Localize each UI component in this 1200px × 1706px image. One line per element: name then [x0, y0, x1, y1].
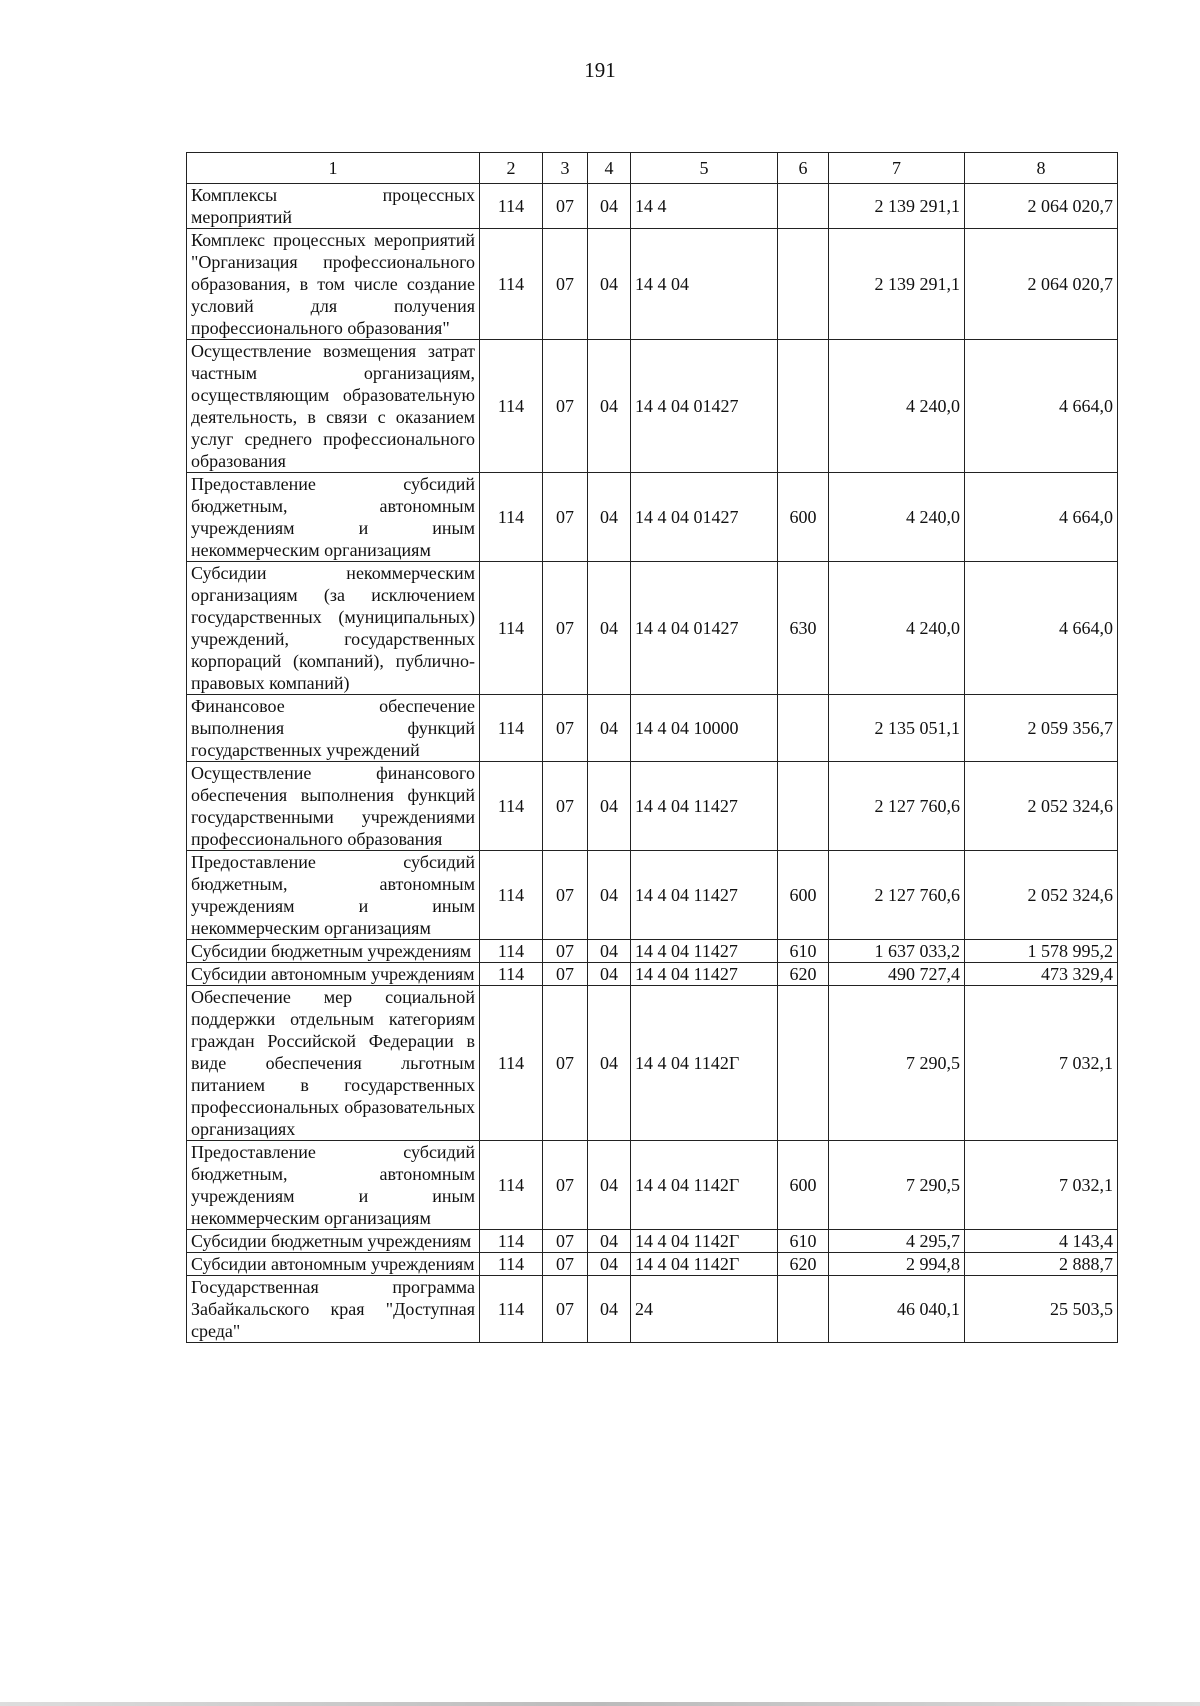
row-admin-code-cell: 114 — [480, 473, 543, 562]
table-row — [187, 940, 1118, 963]
row-expense-type-cell — [778, 762, 829, 851]
row-name-cell: Субсидии автономным учреждениям — [187, 1253, 480, 1276]
row-target-article-cell: 14 4 04 — [631, 229, 778, 340]
row-amount-col7-cell: 46 040,1 — [829, 1276, 965, 1343]
row-name-cell: Финансовое обеспечение выполнения функций государственных учреждений — [187, 695, 480, 762]
header-col-2: 2 — [480, 153, 543, 184]
row-section-cell: 07 — [543, 562, 588, 695]
row-section-cell: 07 — [543, 340, 588, 473]
row-admin-code-cell: 114 — [480, 1276, 543, 1343]
budget-table — [186, 152, 1118, 1343]
table-row — [187, 1253, 1118, 1276]
row-name-cell: Предоставление субсидий бюджетным, автономным учреждениям и иным некоммерческим организациям — [187, 1141, 480, 1230]
row-admin-code-cell: 114 — [480, 963, 543, 986]
row-section-cell: 07 — [543, 851, 588, 940]
row-amount-col7-cell: 4 240,0 — [829, 340, 965, 473]
row-target-article-cell: 14 4 04 11427 — [631, 762, 778, 851]
row-admin-code-cell: 114 — [480, 851, 543, 940]
row-admin-code-cell: 114 — [480, 184, 543, 229]
row-name-cell: Государственная программа Забайкальского края "Доступная среда" — [187, 1276, 480, 1343]
row-amount-col8-cell: 4 664,0 — [965, 562, 1118, 695]
table-row — [187, 986, 1118, 1141]
row-amount-col8-cell: 7 032,1 — [965, 1141, 1118, 1230]
header-col-5: 5 — [631, 153, 778, 184]
row-section-cell: 07 — [543, 762, 588, 851]
row-amount-col7-cell: 1 637 033,2 — [829, 940, 965, 963]
scan-edge — [0, 1702, 1200, 1706]
row-amount-col8-cell: 2 064 020,7 — [965, 184, 1118, 229]
table-row — [187, 184, 1118, 229]
row-amount-col8-cell: 2 059 356,7 — [965, 695, 1118, 762]
row-target-article-cell: 14 4 04 11427 — [631, 963, 778, 986]
row-amount-col8-cell: 4 664,0 — [965, 473, 1118, 562]
table-body — [187, 184, 1118, 1343]
row-name-cell: Субсидии бюджетным учреждениям — [187, 1230, 480, 1253]
header-col-4: 4 — [588, 153, 631, 184]
row-name-cell: Субсидии бюджетным учреждениям — [187, 940, 480, 963]
header-col-8: 8 — [965, 153, 1118, 184]
row-section-cell: 07 — [543, 695, 588, 762]
row-target-article-cell: 14 4 04 01427 — [631, 340, 778, 473]
row-subsection-cell: 04 — [588, 762, 631, 851]
table-row — [187, 340, 1118, 473]
row-subsection-cell: 04 — [588, 940, 631, 963]
header-col-6: 6 — [778, 153, 829, 184]
row-section-cell: 07 — [543, 1276, 588, 1343]
row-amount-col7-cell: 2 139 291,1 — [829, 229, 965, 340]
table-row — [187, 851, 1118, 940]
row-amount-col7-cell: 4 240,0 — [829, 562, 965, 695]
row-expense-type-cell — [778, 986, 829, 1141]
row-name-cell: Обеспечение мер социальной поддержки отдельным категориям граждан Российской Федерации в виде обеспечения льготным питанием в государственных профессиональных образовательных организациях — [187, 986, 480, 1141]
row-expense-type-cell — [778, 184, 829, 229]
header-col-7: 7 — [829, 153, 965, 184]
row-section-cell: 07 — [543, 986, 588, 1141]
row-amount-col8-cell: 2 888,7 — [965, 1253, 1118, 1276]
row-section-cell: 07 — [543, 1253, 588, 1276]
row-admin-code-cell: 114 — [480, 229, 543, 340]
row-name-cell: Комплекс процессных мероприятий "Организация профессионального образования, в том числе создание условий для получения профессионального образования" — [187, 229, 480, 340]
table-row — [187, 1276, 1118, 1343]
row-name-cell: Комплексы процессных мероприятий — [187, 184, 480, 229]
row-amount-col8-cell: 473 329,4 — [965, 963, 1118, 986]
page-number: 191 — [584, 58, 616, 82]
row-target-article-cell: 14 4 04 11427 — [631, 940, 778, 963]
row-name-cell: Субсидии некоммерческим организациям (за исключением государственных (муниципальных) учреждений, государственных корпораций (компаний), публично-правовых компаний) — [187, 562, 480, 695]
row-subsection-cell: 04 — [588, 473, 631, 562]
row-expense-type-cell: 600 — [778, 851, 829, 940]
row-amount-col8-cell: 25 503,5 — [965, 1276, 1118, 1343]
row-subsection-cell: 04 — [588, 562, 631, 695]
row-amount-col7-cell: 4 295,7 — [829, 1230, 965, 1253]
row-amount-col7-cell: 2 994,8 — [829, 1253, 965, 1276]
row-subsection-cell: 04 — [588, 1253, 631, 1276]
row-amount-col7-cell: 7 290,5 — [829, 986, 965, 1141]
row-amount-col8-cell: 2 064 020,7 — [965, 229, 1118, 340]
row-expense-type-cell: 630 — [778, 562, 829, 695]
row-name-cell: Субсидии автономным учреждениям — [187, 963, 480, 986]
table-row — [187, 695, 1118, 762]
row-target-article-cell: 14 4 04 1142Г — [631, 1253, 778, 1276]
row-target-article-cell: 14 4 04 1142Г — [631, 1141, 778, 1230]
table-row — [187, 762, 1118, 851]
row-section-cell: 07 — [543, 963, 588, 986]
row-target-article-cell: 14 4 04 1142Г — [631, 986, 778, 1141]
row-admin-code-cell: 114 — [480, 986, 543, 1141]
table-header — [187, 153, 1118, 184]
row-target-article-cell: 14 4 04 01427 — [631, 473, 778, 562]
row-subsection-cell: 04 — [588, 184, 631, 229]
row-admin-code-cell: 114 — [480, 762, 543, 851]
row-name-cell: Осуществление возмещения затрат частным организациям, осуществляющим образовательную деятельность, в связи с оказанием услуг среднего профессионального образования — [187, 340, 480, 473]
table-row — [187, 562, 1118, 695]
row-subsection-cell: 04 — [588, 695, 631, 762]
row-amount-col8-cell: 2 052 324,6 — [965, 851, 1118, 940]
row-name-cell: Осуществление финансового обеспечения выполнения функций государственными учреждениями профессионального образования — [187, 762, 480, 851]
row-amount-col8-cell: 1 578 995,2 — [965, 940, 1118, 963]
row-section-cell: 07 — [543, 473, 588, 562]
row-subsection-cell: 04 — [588, 986, 631, 1141]
row-amount-col7-cell: 4 240,0 — [829, 473, 965, 562]
row-amount-col7-cell: 2 139 291,1 — [829, 184, 965, 229]
row-admin-code-cell: 114 — [480, 940, 543, 963]
row-name-cell: Предоставление субсидий бюджетным, автономным учреждениям и иным некоммерческим организациям — [187, 473, 480, 562]
row-expense-type-cell: 620 — [778, 1253, 829, 1276]
row-subsection-cell: 04 — [588, 963, 631, 986]
row-expense-type-cell — [778, 1276, 829, 1343]
row-amount-col7-cell: 2 127 760,6 — [829, 762, 965, 851]
row-section-cell: 07 — [543, 1141, 588, 1230]
row-expense-type-cell: 620 — [778, 963, 829, 986]
row-admin-code-cell: 114 — [480, 1230, 543, 1253]
row-subsection-cell: 04 — [588, 1230, 631, 1253]
row-admin-code-cell: 114 — [480, 340, 543, 473]
header-col-3: 3 — [543, 153, 588, 184]
row-section-cell: 07 — [543, 940, 588, 963]
row-subsection-cell: 04 — [588, 229, 631, 340]
row-target-article-cell: 24 — [631, 1276, 778, 1343]
row-subsection-cell: 04 — [588, 1141, 631, 1230]
row-expense-type-cell: 610 — [778, 1230, 829, 1253]
table-row — [187, 1141, 1118, 1230]
row-admin-code-cell: 114 — [480, 562, 543, 695]
row-target-article-cell: 14 4 04 1142Г — [631, 1230, 778, 1253]
row-amount-col7-cell: 7 290,5 — [829, 1141, 965, 1230]
row-target-article-cell: 14 4 04 11427 — [631, 851, 778, 940]
table-row — [187, 1230, 1118, 1253]
row-expense-type-cell — [778, 229, 829, 340]
table-row — [187, 229, 1118, 340]
row-expense-type-cell — [778, 695, 829, 762]
table-row — [187, 963, 1118, 986]
row-subsection-cell: 04 — [588, 340, 631, 473]
row-subsection-cell: 04 — [588, 851, 631, 940]
row-amount-col7-cell: 2 127 760,6 — [829, 851, 965, 940]
row-target-article-cell: 14 4 — [631, 184, 778, 229]
row-amount-col8-cell: 4 664,0 — [965, 340, 1118, 473]
row-section-cell: 07 — [543, 1230, 588, 1253]
row-admin-code-cell: 114 — [480, 1141, 543, 1230]
row-admin-code-cell: 114 — [480, 695, 543, 762]
row-amount-col8-cell: 7 032,1 — [965, 986, 1118, 1141]
row-expense-type-cell: 610 — [778, 940, 829, 963]
row-section-cell: 07 — [543, 184, 588, 229]
row-amount-col8-cell: 2 052 324,6 — [965, 762, 1118, 851]
row-target-article-cell: 14 4 04 01427 — [631, 562, 778, 695]
row-target-article-cell: 14 4 04 10000 — [631, 695, 778, 762]
header-row — [187, 153, 1118, 184]
row-amount-col8-cell: 4 143,4 — [965, 1230, 1118, 1253]
row-expense-type-cell: 600 — [778, 473, 829, 562]
row-name-cell: Предоставление субсидий бюджетным, автономным учреждениям и иным некоммерческим организациям — [187, 851, 480, 940]
row-amount-col7-cell: 490 727,4 — [829, 963, 965, 986]
row-amount-col7-cell: 2 135 051,1 — [829, 695, 965, 762]
row-admin-code-cell: 114 — [480, 1253, 543, 1276]
header-col-1: 1 — [187, 153, 480, 184]
row-expense-type-cell: 600 — [778, 1141, 829, 1230]
row-section-cell: 07 — [543, 229, 588, 340]
table-row — [187, 473, 1118, 562]
row-subsection-cell: 04 — [588, 1276, 631, 1343]
row-expense-type-cell — [778, 340, 829, 473]
